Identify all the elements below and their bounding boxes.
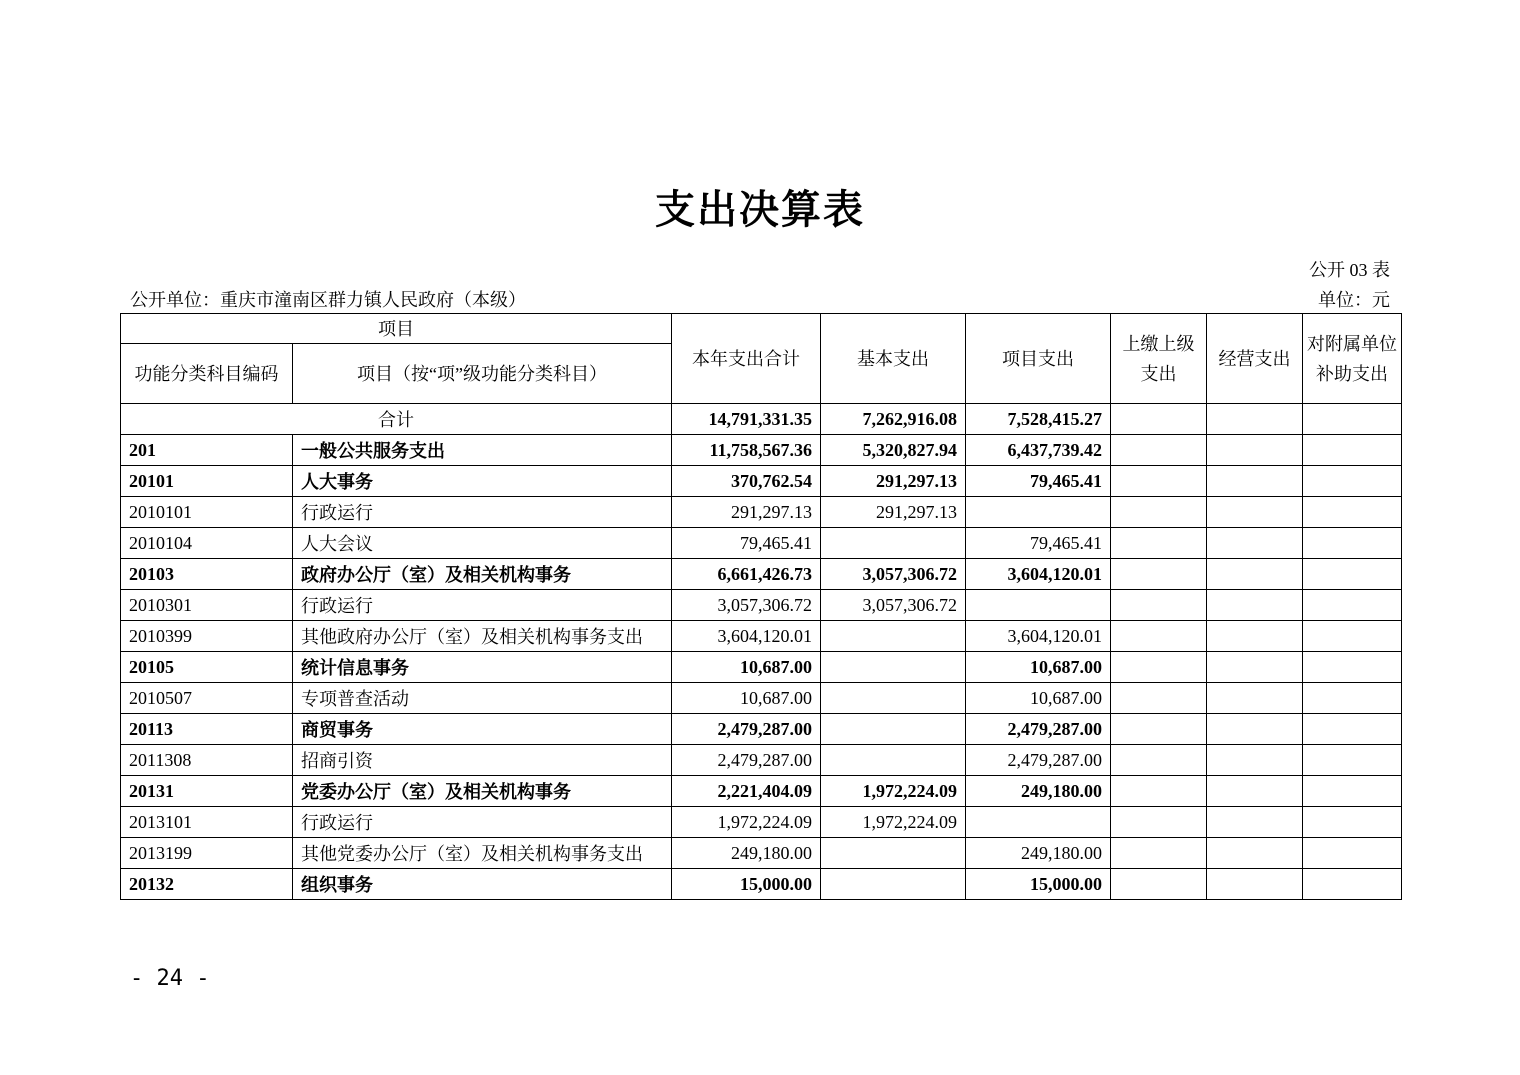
row-subsidy (1303, 435, 1402, 466)
table-row (121, 652, 1402, 683)
row-subsidy (1303, 807, 1402, 838)
row-basic (821, 838, 966, 869)
total-upper (1111, 404, 1207, 435)
row-business (1207, 745, 1303, 776)
row-code: 2010507 (121, 683, 293, 714)
row-code: 20132 (121, 869, 293, 900)
row-basic (821, 683, 966, 714)
row-basic: 1,972,224.09 (821, 776, 966, 807)
row-subsidy (1303, 497, 1402, 528)
total-label: 合计 (121, 404, 672, 435)
row-name: 行政运行 (293, 590, 672, 621)
row-name: 行政运行 (293, 807, 672, 838)
row-upper (1111, 807, 1207, 838)
table-row (121, 807, 1402, 838)
row-total: 15,000.00 (672, 869, 821, 900)
row-basic (821, 714, 966, 745)
row-basic: 5,320,827.94 (821, 435, 966, 466)
row-upper (1111, 776, 1207, 807)
row-name: 招商引资 (293, 745, 672, 776)
row-total: 2,479,287.00 (672, 714, 821, 745)
expenditure-table (120, 313, 1402, 900)
row-name: 商贸事务 (293, 714, 672, 745)
row-upper (1111, 652, 1207, 683)
row-basic: 3,057,306.72 (821, 559, 966, 590)
row-subsidy (1303, 745, 1402, 776)
total-basic: 7,262,916.08 (821, 404, 966, 435)
row-code: 201 (121, 435, 293, 466)
row-project: 10,687.00 (966, 683, 1111, 714)
row-name: 统计信息事务 (293, 652, 672, 683)
row-upper (1111, 559, 1207, 590)
row-code: 2010101 (121, 497, 293, 528)
row-total: 370,762.54 (672, 466, 821, 497)
row-project (966, 807, 1111, 838)
row-code: 20131 (121, 776, 293, 807)
row-total: 3,057,306.72 (672, 590, 821, 621)
row-upper (1111, 528, 1207, 559)
total-project: 7,528,415.27 (966, 404, 1111, 435)
currency-unit: 单位：元 (1318, 290, 1390, 310)
row-total: 291,297.13 (672, 497, 821, 528)
row-upper (1111, 869, 1207, 900)
row-business (1207, 466, 1303, 497)
row-name: 人大事务 (293, 466, 672, 497)
row-code: 20103 (121, 559, 293, 590)
row-name: 党委办公厅（室）及相关机构事务 (293, 776, 672, 807)
table-row (121, 776, 1402, 807)
row-basic: 1,972,224.09 (821, 807, 966, 838)
header-business: 经营支出 (1207, 314, 1303, 404)
row-subsidy (1303, 714, 1402, 745)
row-project: 6,437,739.42 (966, 435, 1111, 466)
row-subsidy (1303, 590, 1402, 621)
row-code: 2010104 (121, 528, 293, 559)
table-row (121, 435, 1402, 466)
row-business (1207, 807, 1303, 838)
table-row (121, 590, 1402, 621)
row-name: 其他党委办公厅（室）及相关机构事务支出 (293, 838, 672, 869)
row-basic (821, 869, 966, 900)
row-total: 10,687.00 (672, 683, 821, 714)
row-code: 2011308 (121, 745, 293, 776)
row-project (966, 590, 1111, 621)
table-row (121, 745, 1402, 776)
header-basic: 基本支出 (821, 314, 966, 404)
table-row (121, 559, 1402, 590)
row-code: 20105 (121, 652, 293, 683)
row-basic (821, 528, 966, 559)
total-business (1207, 404, 1303, 435)
row-subsidy (1303, 652, 1402, 683)
row-total: 79,465.41 (672, 528, 821, 559)
row-code: 2010301 (121, 590, 293, 621)
row-project: 79,465.41 (966, 528, 1111, 559)
row-name: 组织事务 (293, 869, 672, 900)
row-business (1207, 652, 1303, 683)
table-row (121, 714, 1402, 745)
row-total: 6,661,426.73 (672, 559, 821, 590)
table-row (121, 683, 1402, 714)
row-project: 249,180.00 (966, 838, 1111, 869)
header-project: 项目支出 (966, 314, 1111, 404)
row-business (1207, 590, 1303, 621)
row-total: 11,758,567.36 (672, 435, 821, 466)
row-subsidy (1303, 838, 1402, 869)
reporting-unit: 公开单位：重庆市潼南区群力镇人民政府（本级） (130, 290, 526, 310)
row-name: 人大会议 (293, 528, 672, 559)
row-project: 15,000.00 (966, 869, 1111, 900)
row-upper (1111, 714, 1207, 745)
row-basic: 291,297.13 (821, 497, 966, 528)
row-upper (1111, 621, 1207, 652)
table-row (121, 838, 1402, 869)
row-total: 249,180.00 (672, 838, 821, 869)
table-row (121, 466, 1402, 497)
header-total: 本年支出合计 (672, 314, 821, 404)
row-total: 10,687.00 (672, 652, 821, 683)
row-code: 2013199 (121, 838, 293, 869)
row-total: 3,604,120.01 (672, 621, 821, 652)
row-project: 2,479,287.00 (966, 714, 1111, 745)
row-subsidy (1303, 559, 1402, 590)
row-code: 2013101 (121, 807, 293, 838)
row-project (966, 497, 1111, 528)
table-row (121, 869, 1402, 900)
row-project: 2,479,287.00 (966, 745, 1111, 776)
row-upper (1111, 745, 1207, 776)
row-code: 2010399 (121, 621, 293, 652)
row-upper (1111, 838, 1207, 869)
page-title: 支出决算表 (655, 187, 865, 232)
row-name: 其他政府办公厅（室）及相关机构事务支出 (293, 621, 672, 652)
header-item: 项目 (121, 314, 672, 344)
row-basic: 3,057,306.72 (821, 590, 966, 621)
row-business (1207, 776, 1303, 807)
row-name: 政府办公厅（室）及相关机构事务 (293, 559, 672, 590)
row-subsidy (1303, 466, 1402, 497)
row-code: 20113 (121, 714, 293, 745)
row-name: 一般公共服务支出 (293, 435, 672, 466)
row-total: 1,972,224.09 (672, 807, 821, 838)
row-business (1207, 528, 1303, 559)
row-business (1207, 497, 1303, 528)
row-basic (821, 621, 966, 652)
total-sum: 14,791,331.35 (672, 404, 821, 435)
row-project: 79,465.41 (966, 466, 1111, 497)
row-project: 3,604,120.01 (966, 559, 1111, 590)
row-basic (821, 652, 966, 683)
row-business (1207, 869, 1303, 900)
row-total: 2,221,404.09 (672, 776, 821, 807)
table-row (121, 528, 1402, 559)
row-subsidy (1303, 869, 1402, 900)
row-project: 10,687.00 (966, 652, 1111, 683)
header-subsidy: 对附属单位补助支出 (1303, 314, 1402, 404)
row-total: 2,479,287.00 (672, 745, 821, 776)
row-upper (1111, 497, 1207, 528)
row-basic (821, 745, 966, 776)
row-subsidy (1303, 776, 1402, 807)
row-name: 行政运行 (293, 497, 672, 528)
row-business (1207, 621, 1303, 652)
row-business (1207, 435, 1303, 466)
table-row (121, 621, 1402, 652)
row-business (1207, 838, 1303, 869)
header-name: 项目（按“项”级功能分类科目） (293, 344, 672, 404)
table-row (121, 497, 1402, 528)
row-business (1207, 559, 1303, 590)
row-name: 专项普查活动 (293, 683, 672, 714)
row-subsidy (1303, 683, 1402, 714)
page-number: - 24 - (130, 966, 210, 991)
row-project: 249,180.00 (966, 776, 1111, 807)
row-code: 20101 (121, 466, 293, 497)
row-upper (1111, 466, 1207, 497)
header-code: 功能分类科目编码 (121, 344, 293, 404)
total-row (121, 404, 1402, 435)
row-business (1207, 683, 1303, 714)
row-upper (1111, 435, 1207, 466)
row-subsidy (1303, 528, 1402, 559)
form-number: 公开 03 表 (1309, 260, 1390, 280)
row-upper (1111, 683, 1207, 714)
row-project: 3,604,120.01 (966, 621, 1111, 652)
row-upper (1111, 590, 1207, 621)
total-subsidy (1303, 404, 1402, 435)
header-upper: 上缴上级支出 (1111, 314, 1207, 404)
row-subsidy (1303, 621, 1402, 652)
header-row-1 (121, 314, 1402, 344)
row-basic: 291,297.13 (821, 466, 966, 497)
row-business (1207, 714, 1303, 745)
